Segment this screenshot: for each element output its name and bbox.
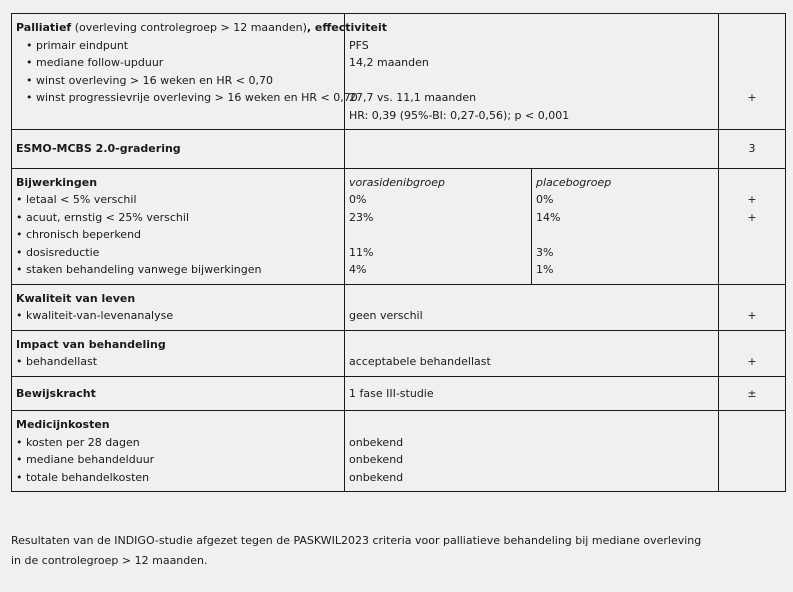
row-palliatief [12, 14, 786, 130]
impact-score-cell [719, 330, 786, 376]
bijwerkingen-score-cell [719, 168, 786, 284]
kosten-item: • kosten per 28 dagen [16, 434, 340, 452]
vorasidenib-value: 23% [349, 210, 374, 224]
bijwerkingen-item: • chronisch beperkend [16, 226, 340, 244]
row-esmo [12, 130, 786, 169]
palliatief-value: PFS [349, 38, 369, 52]
kwaliteit-value-cell [345, 284, 719, 330]
esmo-score-cell [719, 130, 786, 169]
esmo-empty-cell [345, 130, 719, 169]
placebo-value: 1% [536, 263, 554, 276]
kosten-value: onbekend [349, 435, 404, 449]
bewijs-label: Bewijskracht [16, 386, 96, 400]
placebo-value: 3% [536, 245, 554, 259]
kosten-item: • mediane behandelduur [16, 451, 340, 469]
bewijs-score: ± [747, 386, 757, 400]
kosten-title: Medicijnkosten [16, 418, 110, 431]
impact-value-cell [345, 330, 719, 376]
table-caption [11, 531, 771, 570]
bewijs-score-cell [719, 376, 786, 411]
kwaliteit-score: + [747, 309, 757, 322]
row-kwaliteit [12, 284, 786, 330]
row-bewijskracht [12, 376, 786, 411]
bewijs-value: 1 fase III-studie [349, 386, 434, 400]
caption-line: in de controlegroep > 12 maanden. [11, 553, 208, 567]
bijwerkingen-title: Bijwerkingen [16, 175, 98, 189]
palliatief-item: • primair eindpunt [16, 37, 340, 55]
row-bijwerkingen [12, 168, 786, 284]
palliatief-head-condition: (overleving controlegroep > 12 maanden) [71, 21, 307, 34]
kwaliteit-value: geen verschil [349, 309, 423, 322]
kwaliteit-item: • kwaliteit-van-levenanalyse [16, 307, 340, 325]
impact-score: + [747, 355, 757, 368]
esmo-label-cell [12, 130, 345, 169]
bijwerkingen-item: • acuut, ernstig < 25% verschil [16, 209, 340, 227]
impact-title: Impact van behandeling [16, 337, 166, 351]
kosten-value: onbekend [349, 453, 404, 466]
esmo-label: ESMO-MCBS 2.0-gradering [16, 142, 181, 155]
kwaliteit-title: Kwaliteit van leven [16, 291, 136, 305]
bijwerkingen-item: • letaal < 5% verschil [16, 191, 340, 209]
vorasidenib-value: 0% [349, 193, 367, 206]
impact-item: • behandellast [16, 353, 340, 371]
bewijs-value-cell [345, 376, 719, 411]
kosten-criteria-cell [12, 411, 345, 492]
palliatief-head-effectiviteit: , effectiviteit [306, 21, 387, 34]
esmo-score: 3 [748, 142, 756, 155]
bijwerkingen-vorasidenib-cell [345, 168, 532, 284]
palliatief-value: HR: 0,39 (95%-BI: 0,27-0,56); p < 0,001 [349, 108, 570, 122]
placebo-value: 14% [536, 210, 561, 224]
paskwil-table [11, 13, 786, 492]
kosten-item: • totale behandelkosten [16, 469, 340, 487]
palliatief-value: 14,2 maanden [349, 56, 429, 69]
kosten-score-cell [719, 411, 786, 492]
kwaliteit-criteria-cell [12, 284, 345, 330]
vorasidenib-value: 4% [349, 263, 367, 276]
row-impact [12, 330, 786, 376]
bijwerkingen-placebo-cell [532, 168, 719, 284]
bewijs-label-cell [12, 376, 345, 411]
palliatief-score-cell [719, 14, 786, 130]
palliatief-head: Palliatief [16, 21, 72, 34]
row-kosten [12, 411, 786, 492]
impact-value: acceptabele behandellast [349, 355, 491, 368]
palliatief-score: + [747, 91, 757, 104]
bijwerkingen-score: + [747, 193, 757, 206]
kosten-value-cell [345, 411, 719, 492]
vorasidenib-value: 11% [349, 245, 374, 259]
impact-criteria-cell [12, 330, 345, 376]
bijwerkingen-criteria-cell [12, 168, 345, 284]
placebo-value: 0% [536, 193, 554, 206]
kwaliteit-score-cell [719, 284, 786, 330]
bijwerkingen-item: • staken behandeling vanwege bijwerkingen [16, 261, 340, 279]
vorasidenib-header: vorasidenibgroep [349, 175, 446, 189]
bijwerkingen-score: + [747, 210, 757, 224]
palliatief-values-cell [345, 14, 719, 130]
placebo-header: placebogroep [536, 175, 612, 189]
bijwerkingen-item: • dosisreductie [16, 244, 340, 262]
palliatief-item: • winst overleving > 16 weken en HR < 0,70 [16, 72, 340, 90]
caption-line: Resultaten van de INDIGO-studie afgezet tegen de PASKWIL2023 criteria voor palliatieve behandeling bij mediane overleving [11, 534, 702, 547]
palliatief-item: • winst progressievrije overleving > 16 weken en HR < 0,70 [16, 89, 340, 107]
kosten-value: onbekend [349, 470, 404, 484]
palliatief-value: 27,7 vs. 11,1 maanden [349, 91, 477, 104]
palliatief-item: • mediane follow-upduur [16, 54, 340, 72]
